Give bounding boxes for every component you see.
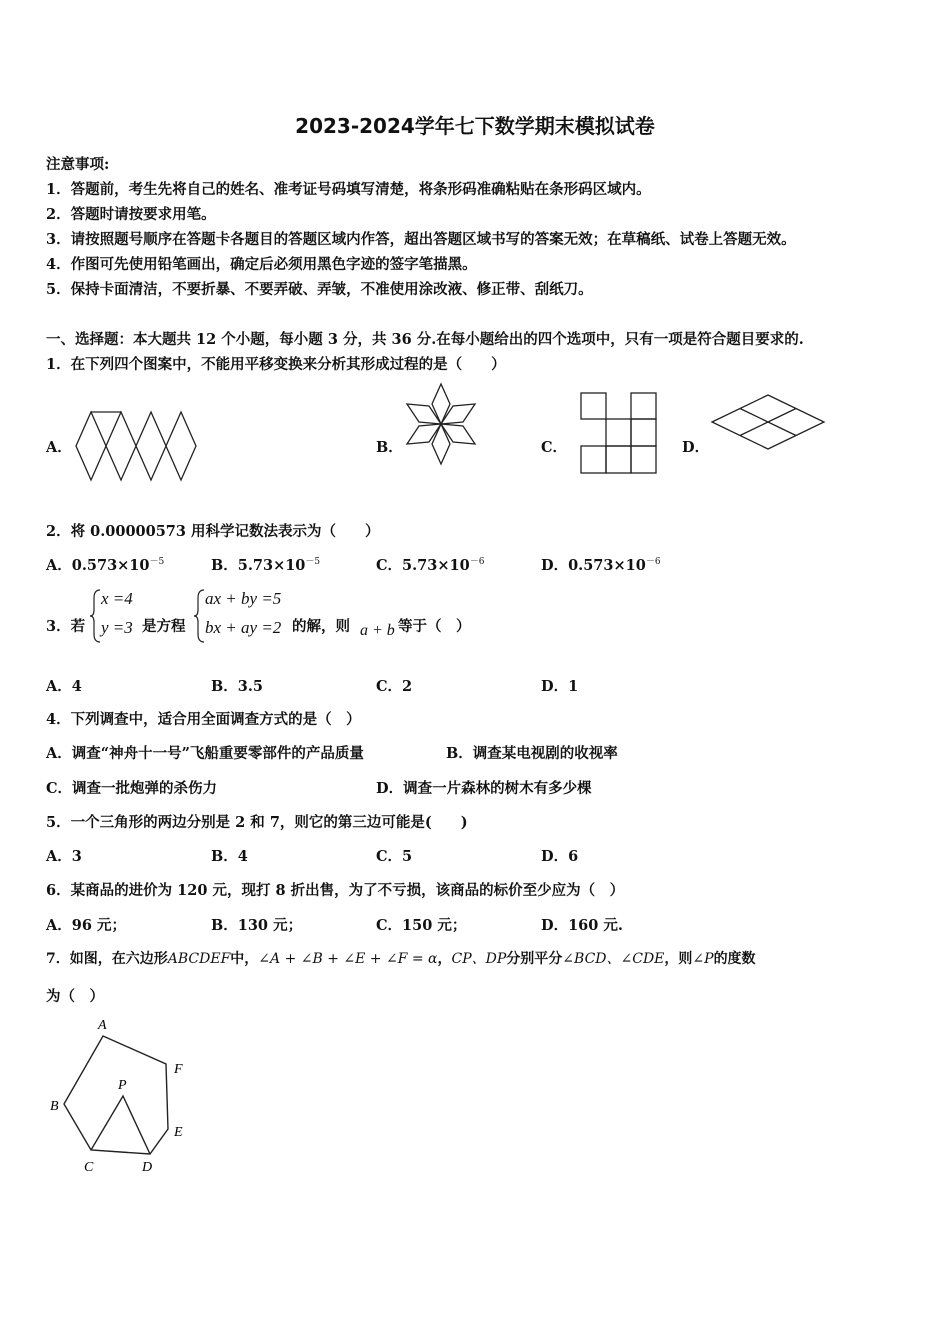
notice-heading: 注意事项: xyxy=(46,156,110,173)
notice-item-5: 5．保持卡面清洁，不要折暴、不要弄破、弄皱，不准使用涂改液、修正带、刮纸刀。 xyxy=(46,281,593,298)
q6-option-b: B．130 元； xyxy=(211,917,303,934)
q1-figure-a xyxy=(74,410,214,485)
q3-option-c: C．2 xyxy=(376,678,413,695)
q7-label-b: B xyxy=(50,1099,59,1114)
q7-text-4: 分别平分 xyxy=(506,951,563,967)
q7-text-6: 的度数 xyxy=(713,951,756,967)
q5-option-b: B．4 xyxy=(211,848,248,865)
q1-figure-d xyxy=(710,394,828,450)
q2-option-d-text: D．0.573×10 xyxy=(541,557,646,574)
q7-label-f: F xyxy=(174,1062,183,1077)
q7-equation: ∠A + ∠B + ∠E + ∠F = α xyxy=(258,951,438,967)
q3-mid2: 的解，则 xyxy=(292,618,350,635)
q5-stem: 5．一个三角形的两边分别是 2 和 7，则它的第三边可能是( ) xyxy=(46,814,468,831)
q6-option-c: C．150 元； xyxy=(376,917,467,934)
q3-option-b: B．3.5 xyxy=(211,678,263,695)
notice-item-4: 4．作图可先使用铅笔画出，确定后必须用黑色字迹的签字笔描黑。 xyxy=(46,256,477,273)
q7-text-5: ，则 xyxy=(664,951,693,967)
q6-option-d: D．160 元. xyxy=(541,917,623,934)
q2-option-d xyxy=(541,554,661,575)
q7-label-p: P xyxy=(118,1078,127,1093)
q7-hexagon-name: ABCDEF xyxy=(167,951,231,967)
q4-option-a: A．调查“神舟十一号”飞船重要零部件的产品质量 xyxy=(46,745,364,762)
q3-suffix: 等于（ ） xyxy=(398,618,471,635)
q4-option-d: D．调查一片森林的树木有多少棵 xyxy=(376,780,592,797)
q2-option-d-exp: －6 xyxy=(645,557,661,567)
q7-text-1: 7．如图，在六边形 xyxy=(46,951,168,967)
q3-sys2-row1: ax + by =5 xyxy=(205,589,282,608)
q4-option-c: C．调查一批炮弹的杀伤力 xyxy=(46,780,218,797)
q1-stem: 1．在下列四个图案中，不能用平移变换来分析其形成过程的是（ ） xyxy=(46,356,506,373)
q3-sys1-row2: y =3 xyxy=(101,618,133,637)
q1-figure-c xyxy=(580,392,660,474)
page-title: 2023-2024学年七下数学期末模拟试卷 xyxy=(295,114,655,138)
q1-option-b-label: B． xyxy=(376,439,403,456)
q1-figure-b xyxy=(404,382,479,467)
q7-stem-line2: 为（ ） xyxy=(46,988,104,1005)
q1-option-d-label: D． xyxy=(682,439,710,456)
section-heading: 一、选择题：本大题共 12 个小题，每小题 3 分，共 36 分.在每小题给出的四个选项中，只有一项是符合题目要求的. xyxy=(46,331,804,348)
q3-mid: 是方程 xyxy=(142,618,186,635)
q4-option-b: B．调查某电视剧的收视率 xyxy=(446,745,618,762)
q7-stem-line1 xyxy=(46,948,756,968)
q7-angles: ∠BCD、∠CDE xyxy=(562,951,665,967)
q2-option-c xyxy=(376,554,484,575)
notice-item-2: 2．答题时请按要求用笔。 xyxy=(46,206,216,223)
q3-option-d: D．1 xyxy=(541,678,579,695)
q6-stem: 6．某商品的进价为 120 元，现打 8 折出售，为了不亏损，该商品的标价至少应为（ ） xyxy=(46,882,625,899)
q7-text-3: ， xyxy=(437,951,452,967)
q1-option-c-label: C． xyxy=(541,439,568,456)
q3-expr: a + b xyxy=(360,622,395,639)
q7-label-e: E xyxy=(174,1125,183,1140)
q7-label-c: C xyxy=(84,1160,94,1175)
q2-option-b-text: B．5.73×10 xyxy=(211,557,306,574)
q6-option-a: A．96 元； xyxy=(46,917,126,934)
q1-option-a-label: A． xyxy=(46,439,72,456)
q5-option-d: D．6 xyxy=(541,848,579,865)
q7-hexagon-figure xyxy=(46,1014,206,1179)
q4-stem: 4．下列调查中，适合用全面调查方式的是（ ） xyxy=(46,711,361,728)
q3-sys2-row2: bx + ay =2 xyxy=(205,618,282,637)
notice-item-1: 1．答题前，考生先将自己的姓名、准考证号码填写清楚，将条形码准确粘贴在条形码区域内。 xyxy=(46,181,651,198)
q3-prefix: 3．若 xyxy=(46,618,86,635)
q2-option-a-exp: －5 xyxy=(149,557,165,567)
q3-option-a: A．4 xyxy=(46,678,82,695)
notice-item-3: 3．请按照题号顺序在答题卡各题目的答题区域内作答，超出答题区域书写的答案无效；在草稿纸、试卷上答题无效。 xyxy=(46,231,796,248)
q3-sys1-row1: x =4 xyxy=(101,589,133,608)
q5-option-a: A．3 xyxy=(46,848,82,865)
q7-rays: CP、DP xyxy=(451,951,507,967)
q7-label-d: D xyxy=(142,1160,153,1175)
q2-option-a xyxy=(46,554,164,575)
q5-option-c: C．5 xyxy=(376,848,413,865)
q7-label-a: A xyxy=(98,1018,107,1033)
q2-option-c-text: C．5.73×10 xyxy=(376,557,470,574)
q7-text-2: 中， xyxy=(230,951,259,967)
q2-option-c-exp: －6 xyxy=(469,557,485,567)
q2-option-b xyxy=(211,554,320,575)
q7-target-angle: ∠P xyxy=(692,951,714,967)
q2-option-a-text: A．0.573×10 xyxy=(46,557,150,574)
q2-option-b-exp: －5 xyxy=(305,557,321,567)
q2-stem: 2．将 0.00000573 用科学记数法表示为（ ） xyxy=(46,523,380,540)
